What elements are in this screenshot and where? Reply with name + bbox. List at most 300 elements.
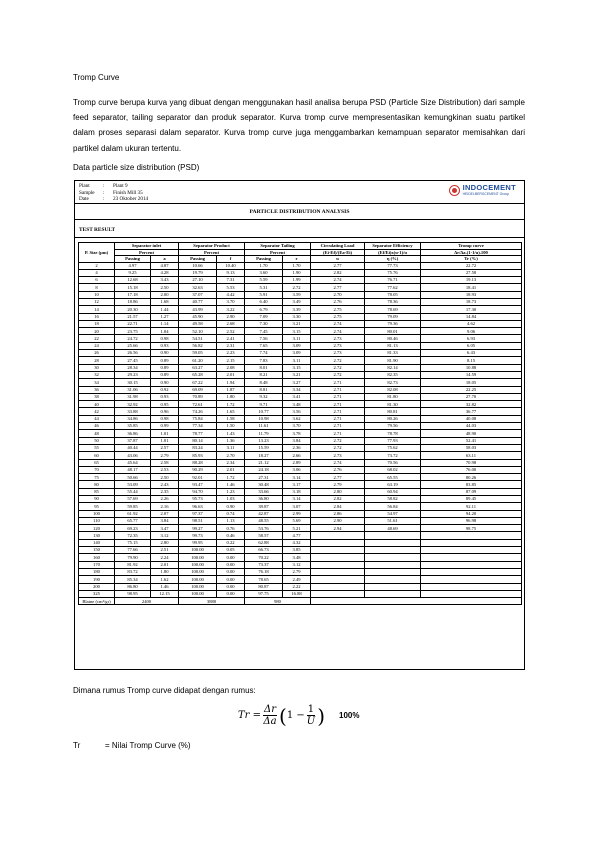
value-cell: 2.66 bbox=[283, 452, 311, 459]
size-cell: 26 bbox=[79, 350, 115, 357]
table-row bbox=[79, 525, 522, 532]
value-cell: 99.95 bbox=[179, 539, 217, 546]
table-row bbox=[79, 590, 522, 597]
value-cell: 14.59 bbox=[421, 371, 522, 378]
value-cell: 3.49 bbox=[283, 298, 311, 305]
logo-mark-icon bbox=[449, 185, 460, 196]
value-cell bbox=[311, 539, 365, 546]
value-cell: 34.86 bbox=[115, 415, 151, 422]
header-circ-formula: (Ei-Ef)/(Ea-Ei) bbox=[311, 249, 365, 256]
value-cell: 1.99 bbox=[283, 277, 311, 284]
value-cell: 18.86 bbox=[115, 298, 151, 305]
value-cell: 3.48 bbox=[283, 554, 311, 561]
value-cell: 27.10 bbox=[179, 277, 217, 284]
table-caption: Data particle size distribution (PSD) bbox=[73, 163, 200, 172]
value-cell: 2.84 bbox=[311, 503, 365, 510]
value-cell: 11.79 bbox=[245, 430, 283, 437]
value-cell: 93.47 bbox=[179, 481, 217, 488]
value-cell: 82.14 bbox=[365, 364, 421, 371]
size-cell: 75 bbox=[79, 474, 115, 481]
value-cell: 2.94 bbox=[311, 525, 365, 532]
value-cell: 2.72 bbox=[311, 371, 365, 378]
value-cell: 1.23 bbox=[217, 488, 245, 495]
value-cell bbox=[311, 532, 365, 539]
value-cell bbox=[311, 576, 365, 583]
definition-line bbox=[73, 741, 191, 750]
value-cell: 4.28 bbox=[151, 269, 179, 276]
value-cell: 80.14 bbox=[179, 437, 217, 444]
value-cell: 3.17 bbox=[283, 481, 311, 488]
size-cell: 2 bbox=[79, 262, 115, 269]
value-cell: 20.30 bbox=[115, 306, 151, 313]
value-cell: 1.68 bbox=[151, 298, 179, 305]
value-cell: 73.72 bbox=[365, 452, 421, 459]
value-cell: 3.48 bbox=[283, 401, 311, 408]
value-cell: 77.93 bbox=[365, 437, 421, 444]
value-cell: 97.75 bbox=[245, 590, 283, 597]
blaine-label: Blaine (cm²/gr) bbox=[79, 598, 115, 605]
value-cell: 100.00 bbox=[179, 583, 217, 590]
formula-one: 1 − bbox=[286, 710, 305, 721]
value-cell: 24.18 bbox=[245, 466, 283, 473]
value-cell: 0.00 bbox=[217, 590, 245, 597]
value-cell: 2.73 bbox=[311, 335, 365, 342]
table-row bbox=[79, 430, 522, 437]
value-cell: 27.58 bbox=[421, 269, 522, 276]
value-cell: 3.12 bbox=[283, 561, 311, 568]
header-percent: Percent bbox=[115, 249, 179, 256]
value-cell: 5.59 bbox=[245, 277, 283, 284]
table-row bbox=[79, 306, 522, 313]
value-cell: 68.02 bbox=[365, 466, 421, 473]
value-cell: 3.12 bbox=[151, 532, 179, 539]
value-cell: 7.65 bbox=[245, 342, 283, 349]
value-cell: 62.88 bbox=[245, 539, 283, 546]
value-cell: 98.51 bbox=[179, 517, 217, 524]
value-cell: 24.72 bbox=[115, 335, 151, 342]
value-cell: 3.47 bbox=[151, 525, 179, 532]
value-cell: 56.82 bbox=[179, 342, 217, 349]
value-cell: 2.71 bbox=[311, 430, 365, 437]
value-cell: 0.00 bbox=[217, 554, 245, 561]
value-cell: 78.78 bbox=[365, 430, 421, 437]
value-cell: 36.86 bbox=[115, 430, 151, 437]
value-cell: 8.15 bbox=[421, 357, 522, 364]
value-cell bbox=[421, 547, 522, 554]
value-cell: 1.43 bbox=[217, 430, 245, 437]
table-row bbox=[79, 364, 522, 371]
value-cell: 16.88 bbox=[283, 590, 311, 597]
sample-label: Sample bbox=[79, 189, 95, 196]
table-row bbox=[79, 474, 522, 481]
psd-table-body bbox=[79, 262, 522, 598]
value-cell: 3.56 bbox=[283, 408, 311, 415]
value-cell: 9.13 bbox=[217, 269, 245, 276]
psd-table bbox=[78, 242, 522, 605]
value-cell: 86.80 bbox=[115, 583, 151, 590]
value-cell bbox=[365, 554, 421, 561]
value-cell: 10.66 bbox=[179, 262, 217, 269]
value-cell: 100.00 bbox=[179, 547, 217, 554]
table-row bbox=[79, 547, 522, 554]
colon: : bbox=[103, 196, 105, 202]
size-cell: 42 bbox=[79, 408, 115, 415]
value-cell: 0.93 bbox=[151, 393, 179, 400]
value-cell: 48.55 bbox=[245, 517, 283, 524]
table-row bbox=[79, 517, 522, 524]
size-cell: 16 bbox=[79, 313, 115, 320]
value-cell: 100.00 bbox=[179, 590, 217, 597]
value-cell: 3.21 bbox=[283, 371, 311, 378]
value-cell: 1.90 bbox=[283, 269, 311, 276]
value-cell: 2.74 bbox=[311, 320, 365, 327]
value-cell bbox=[311, 583, 365, 590]
value-cell: 10.88 bbox=[421, 364, 522, 371]
value-cell: 72.61 bbox=[179, 401, 217, 408]
value-cell: 3.27 bbox=[283, 379, 311, 386]
value-cell: 63.11 bbox=[421, 452, 522, 459]
value-cell: 3.18 bbox=[283, 488, 311, 495]
value-cell: 1.62 bbox=[151, 576, 179, 583]
value-cell: 1.46 bbox=[217, 481, 245, 488]
value-cell: 89.45 bbox=[421, 496, 522, 503]
value-cell: 32.63 bbox=[179, 284, 217, 291]
table-row bbox=[79, 291, 522, 298]
plant-value: Plant 9 bbox=[113, 183, 128, 189]
value-cell: 76.71 bbox=[365, 277, 421, 284]
size-cell: 130 bbox=[79, 532, 115, 539]
header-a: a bbox=[151, 256, 179, 263]
table-row bbox=[79, 342, 522, 349]
value-cell: 2.90 bbox=[311, 517, 365, 524]
size-cell: 55 bbox=[79, 444, 115, 451]
value-cell: 2.82 bbox=[311, 496, 365, 503]
value-cell: 79.09 bbox=[365, 313, 421, 320]
value-cell: 5.31 bbox=[245, 284, 283, 291]
value-cell: 58.03 bbox=[421, 444, 522, 451]
value-cell: 2.49 bbox=[283, 576, 311, 583]
value-cell: 2.58 bbox=[151, 459, 179, 466]
value-cell: 1.01 bbox=[151, 437, 179, 444]
value-cell: 0.89 bbox=[151, 357, 179, 364]
value-cell: 1.27 bbox=[151, 313, 179, 320]
psd-sheet bbox=[74, 180, 525, 670]
value-cell: 3.60 bbox=[245, 269, 283, 276]
blaine-product: 3880 bbox=[179, 598, 245, 605]
value-cell bbox=[421, 583, 522, 590]
header-percent: Percent bbox=[179, 249, 245, 256]
value-cell: 2.07 bbox=[151, 510, 179, 517]
value-cell: 98.95 bbox=[115, 590, 151, 597]
value-cell: 54.51 bbox=[179, 335, 217, 342]
value-cell: 2.72 bbox=[311, 444, 365, 451]
sample-value: Finish Mill 35 bbox=[113, 189, 143, 196]
value-cell: 21.57 bbox=[115, 313, 151, 320]
value-cell: 2.71 bbox=[311, 393, 365, 400]
value-cell: 27.45 bbox=[115, 357, 151, 364]
sheet-title: PARTICLE DISTRIBUTION ANALYSIS bbox=[249, 209, 350, 215]
value-cell: 0.89 bbox=[151, 371, 179, 378]
formula-percent: 100% bbox=[339, 711, 360, 720]
value-cell: 0.76 bbox=[217, 525, 245, 532]
value-cell: 31.98 bbox=[115, 393, 151, 400]
value-cell: 83.85 bbox=[421, 481, 522, 488]
value-cell: 81.92 bbox=[115, 561, 151, 568]
value-cell: 2.71 bbox=[311, 408, 365, 415]
size-cell: 18 bbox=[79, 320, 115, 327]
size-cell: 80 bbox=[79, 481, 115, 488]
value-cell: 43.99 bbox=[179, 306, 217, 313]
value-cell: 63.19 bbox=[365, 481, 421, 488]
value-cell: 1.50 bbox=[217, 423, 245, 430]
value-cell: 3.07 bbox=[283, 503, 311, 510]
value-cell: 60.94 bbox=[365, 488, 421, 495]
value-cell: 69.23 bbox=[115, 525, 151, 532]
value-cell: 2.71 bbox=[311, 386, 365, 393]
section-heading: Tromp Curve bbox=[73, 73, 120, 82]
size-cell: 30 bbox=[79, 364, 115, 371]
value-cell: 17.30 bbox=[421, 306, 522, 313]
value-cell: 100.00 bbox=[179, 568, 217, 575]
size-cell: 170 bbox=[79, 561, 115, 568]
value-cell bbox=[311, 554, 365, 561]
value-cell: 76.00 bbox=[421, 466, 522, 473]
value-cell: 45.90 bbox=[179, 313, 217, 320]
value-cell: 3.15 bbox=[283, 328, 311, 335]
value-cell bbox=[421, 561, 522, 568]
value-cell: 4.32 bbox=[283, 539, 311, 546]
header-passing: Passing bbox=[179, 256, 217, 263]
table-row bbox=[79, 488, 522, 495]
value-cell: 2.00 bbox=[151, 291, 179, 298]
value-cell: 85.34 bbox=[115, 576, 151, 583]
value-cell: 9.25 bbox=[115, 269, 151, 276]
value-cell: 40.77 bbox=[179, 298, 217, 305]
value-cell: 2.72 bbox=[311, 364, 365, 371]
value-cell: 92.01 bbox=[179, 474, 217, 481]
value-cell: 0.96 bbox=[151, 408, 179, 415]
value-cell: 100.00 bbox=[179, 561, 217, 568]
value-cell: 28.34 bbox=[115, 364, 151, 371]
value-cell: 81.33 bbox=[365, 350, 421, 357]
size-cell: 6 bbox=[79, 277, 115, 284]
value-cell: 30.15 bbox=[115, 379, 151, 386]
value-cell: 3.15 bbox=[283, 364, 311, 371]
size-cell: 34 bbox=[79, 379, 115, 386]
value-cell: 77.66 bbox=[115, 547, 151, 554]
table-row bbox=[79, 350, 522, 357]
value-cell: 0.98 bbox=[151, 335, 179, 342]
value-cell: 3.22 bbox=[217, 306, 245, 313]
value-cell: 3.21 bbox=[283, 320, 311, 327]
value-cell: 7.45 bbox=[245, 328, 283, 335]
value-cell: 3.59 bbox=[283, 291, 311, 298]
logo-subtitle: HEIDELBERGCEMENT Group bbox=[462, 192, 510, 196]
value-cell bbox=[311, 590, 365, 597]
size-cell: 38 bbox=[79, 393, 115, 400]
formula-numerator: Δr bbox=[264, 704, 277, 715]
value-cell: 0.90 bbox=[217, 503, 245, 510]
value-cell: 2.31 bbox=[217, 342, 245, 349]
value-cell: 79.56 bbox=[365, 423, 421, 430]
size-cell: 28 bbox=[79, 357, 115, 364]
value-cell: 40.08 bbox=[421, 415, 522, 422]
value-cell: 87.09 bbox=[421, 488, 522, 495]
value-cell: 3.85 bbox=[283, 547, 311, 554]
value-cell: 99.73 bbox=[179, 532, 217, 539]
inner-denominator: U bbox=[306, 716, 316, 727]
value-cell: 3.09 bbox=[283, 350, 311, 357]
value-cell: 80.46 bbox=[365, 335, 421, 342]
divider bbox=[75, 219, 524, 220]
value-cell: 27.31 bbox=[245, 474, 283, 481]
value-cell: 0.22 bbox=[217, 539, 245, 546]
size-cell: 44 bbox=[79, 415, 115, 422]
value-cell: 36.80 bbox=[245, 496, 283, 503]
value-cell: 2.35 bbox=[151, 488, 179, 495]
value-cell bbox=[365, 568, 421, 575]
intro-paragraph: Tromp curve berupa kurva yang dibuat dengan menggunakan hasil analisa berupa PSD (Particle Size Distribution) dari sample feed separator, tailing separator dan produk separator. Kurva tromp curve mempresentasikan kemungkinan suatu partikel dalam proses separasi dalam separator. Kurva tromp curve juga menggambarkan kemampuan separator memisahkan dari partikel dalam ukuran tertentu. bbox=[73, 98, 525, 153]
value-cell: 2.74 bbox=[311, 277, 365, 284]
size-cell: 150 bbox=[79, 547, 115, 554]
inner-numerator: 1 bbox=[307, 704, 315, 715]
formula-lhs: Tr = bbox=[238, 710, 262, 721]
header-r: r bbox=[283, 256, 311, 263]
definition-text: = Nilai Tromp Curve (%) bbox=[105, 741, 191, 750]
table-row bbox=[79, 539, 522, 546]
value-cell: 25.66 bbox=[115, 342, 151, 349]
value-cell bbox=[421, 576, 522, 583]
value-cell: 6.79 bbox=[245, 306, 283, 313]
value-cell: 10.98 bbox=[245, 415, 283, 422]
value-cell bbox=[421, 539, 522, 546]
value-cell: 2.71 bbox=[311, 379, 365, 386]
value-cell: 57.69 bbox=[115, 496, 151, 503]
header-percent: Percent bbox=[245, 249, 311, 256]
value-cell: 83.72 bbox=[115, 568, 151, 575]
value-cell: 1.94 bbox=[217, 379, 245, 386]
value-cell: 2.76 bbox=[311, 298, 365, 305]
value-cell: 13.23 bbox=[245, 437, 283, 444]
value-cell: 2.36 bbox=[283, 444, 311, 451]
paren-open: ( bbox=[279, 703, 287, 728]
value-cell bbox=[421, 590, 522, 597]
table-row bbox=[79, 568, 522, 575]
logo-name: INDOCEMENT bbox=[462, 183, 516, 192]
value-cell: 53.09 bbox=[115, 481, 151, 488]
value-cell: 2.68 bbox=[217, 320, 245, 327]
value-cell: 22.72 bbox=[421, 262, 522, 269]
value-cell: 17.18 bbox=[115, 291, 151, 298]
value-cell: 75.84 bbox=[179, 415, 217, 422]
value-cell: 67.22 bbox=[179, 379, 217, 386]
value-cell: 6.93 bbox=[421, 335, 522, 342]
value-cell: 2.72 bbox=[311, 437, 365, 444]
value-cell: 98.75 bbox=[421, 525, 522, 532]
value-cell bbox=[311, 547, 365, 554]
value-cell: 18.93 bbox=[421, 291, 522, 298]
definition-symbol: Tr bbox=[73, 741, 81, 750]
value-cell: 35.85 bbox=[115, 423, 151, 430]
value-cell: 3.09 bbox=[283, 342, 311, 349]
value-cell: 80.26 bbox=[421, 474, 522, 481]
value-cell: 81.13 bbox=[365, 342, 421, 349]
value-cell: 70.56 bbox=[365, 459, 421, 466]
value-cell: 0.89 bbox=[151, 364, 179, 371]
value-cell: 2.74 bbox=[311, 328, 365, 335]
value-cell bbox=[365, 532, 421, 539]
table-row bbox=[79, 510, 522, 517]
size-cell: 24 bbox=[79, 342, 115, 349]
value-cell: 90.29 bbox=[179, 466, 217, 473]
value-cell: 2.76 bbox=[311, 466, 365, 473]
value-cell: 0.99 bbox=[151, 423, 179, 430]
value-cell: 61.92 bbox=[115, 510, 151, 517]
date-label: Date bbox=[79, 196, 89, 202]
value-cell: 11.61 bbox=[245, 423, 283, 430]
value-cell: 3.11 bbox=[283, 357, 311, 364]
value-cell: 27.70 bbox=[421, 393, 522, 400]
size-cell: 120 bbox=[79, 525, 115, 532]
value-cell: 2.01 bbox=[217, 371, 245, 378]
value-cell: 59.05 bbox=[179, 350, 217, 357]
value-cell: 94.70 bbox=[179, 488, 217, 495]
value-cell: 2.79 bbox=[311, 481, 365, 488]
size-cell: 70 bbox=[79, 466, 115, 473]
value-cell: 88.28 bbox=[179, 459, 217, 466]
value-cell: 96.98 bbox=[421, 517, 522, 524]
header-eff-formula: (Ef/Ei)x(u-1)/u bbox=[365, 249, 421, 256]
value-cell: 3.84 bbox=[151, 517, 179, 524]
value-cell: 2.79 bbox=[283, 568, 311, 575]
value-cell: 22.71 bbox=[115, 320, 151, 327]
colon: : bbox=[103, 189, 105, 196]
value-cell: 1.87 bbox=[217, 386, 245, 393]
table-row bbox=[79, 415, 522, 422]
value-cell: 2.86 bbox=[311, 510, 365, 517]
table-row bbox=[79, 386, 522, 393]
formula-fraction bbox=[263, 704, 277, 727]
divider bbox=[75, 237, 524, 238]
table-row bbox=[79, 313, 522, 320]
value-cell: 82.35 bbox=[365, 371, 421, 378]
value-cell: 19.79 bbox=[179, 269, 217, 276]
value-cell: 81.30 bbox=[365, 401, 421, 408]
value-cell: 0.90 bbox=[151, 350, 179, 357]
header-circ: Circulating Load bbox=[311, 243, 365, 250]
value-cell: 63.27 bbox=[179, 364, 217, 371]
size-cell: 85 bbox=[79, 488, 115, 495]
value-cell: 78.05 bbox=[365, 291, 421, 298]
value-cell: 8.81 bbox=[245, 386, 283, 393]
value-cell: 33.66 bbox=[245, 488, 283, 495]
value-cell: 12.68 bbox=[115, 277, 151, 284]
value-cell: 59.85 bbox=[115, 503, 151, 510]
value-cell: 1.14 bbox=[151, 320, 179, 327]
value-cell: 2.79 bbox=[151, 452, 179, 459]
value-cell: 1.70 bbox=[283, 262, 311, 269]
value-cell: 70.89 bbox=[179, 393, 217, 400]
value-cell: 2.90 bbox=[217, 313, 245, 320]
value-cell: 2.71 bbox=[311, 401, 365, 408]
value-cell: 70.98 bbox=[421, 459, 522, 466]
value-cell: 3.30 bbox=[283, 313, 311, 320]
blaine-empty bbox=[311, 598, 522, 605]
table-row bbox=[79, 481, 522, 488]
value-cell: 2.80 bbox=[151, 539, 179, 546]
value-cell: 8.01 bbox=[245, 364, 283, 371]
value-cell: 4.87 bbox=[151, 262, 179, 269]
